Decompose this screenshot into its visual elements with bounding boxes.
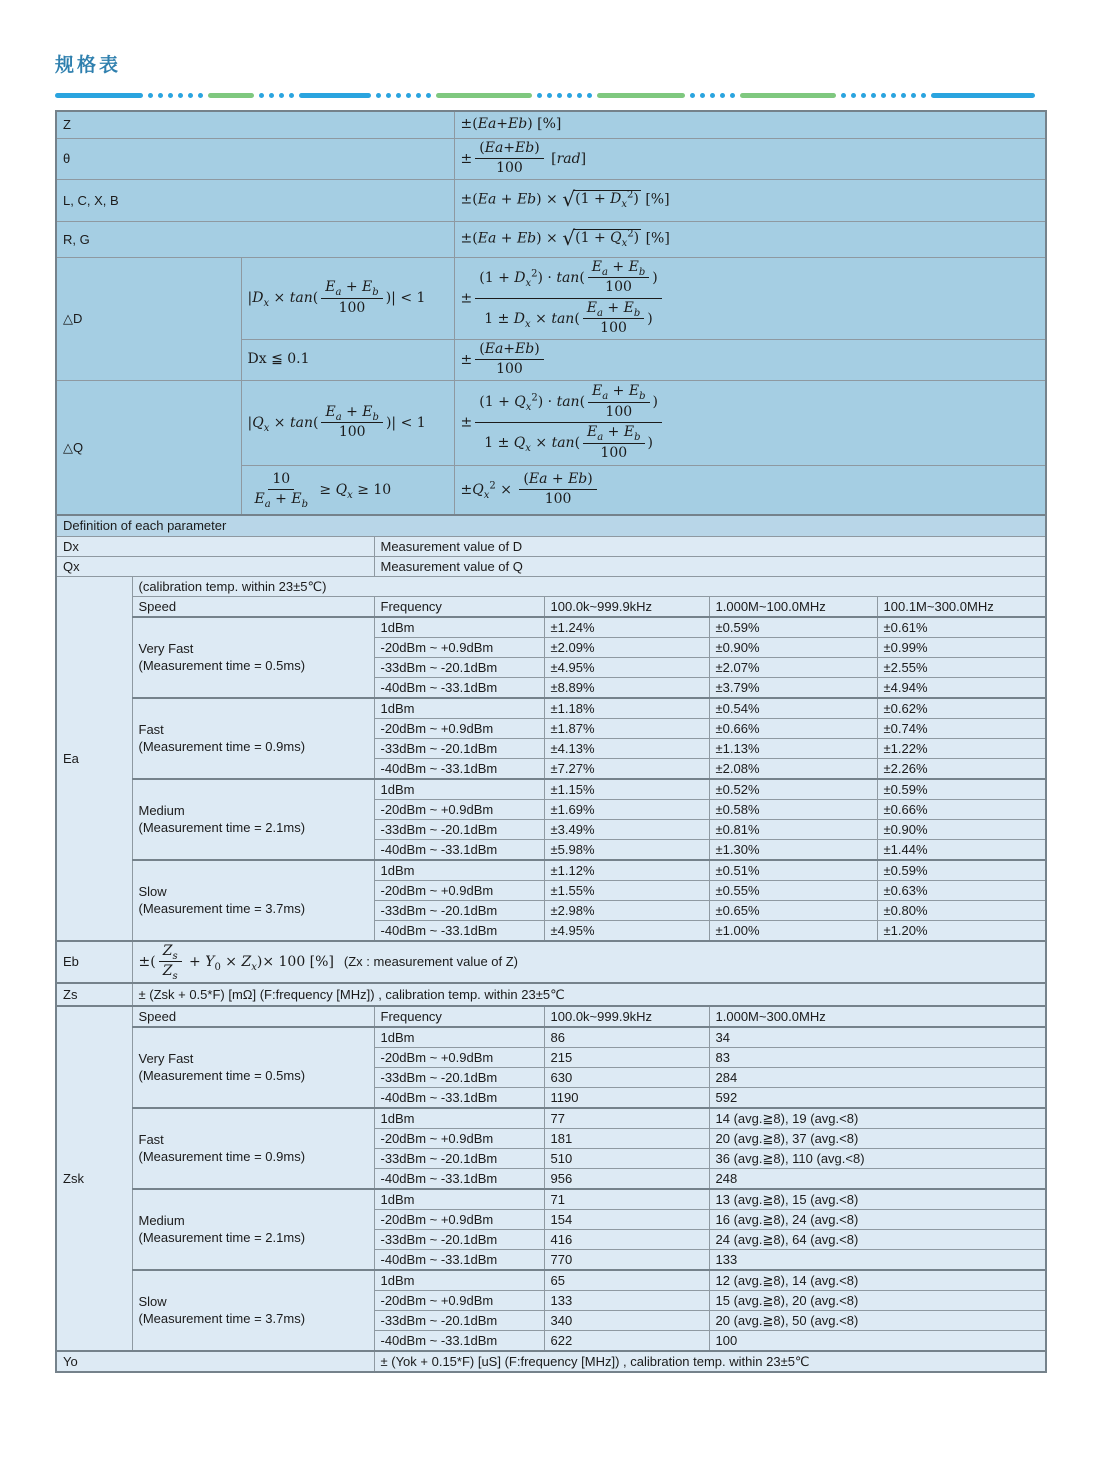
speed-label: Medium (138, 1213, 185, 1228)
yo-label-cell: Yo (56, 1351, 374, 1372)
value-cell: ±1.18% (544, 698, 709, 719)
value-cell: ±0.66% (877, 799, 1046, 819)
value-cell: ±2.08% (709, 758, 877, 779)
eb-label-cell: Eb (56, 941, 132, 983)
speed-cell (132, 779, 374, 860)
lcxb-formula-cell: ±(Ea + Eb) × √ $(1 + D_x^2)$ [%] (454, 179, 1046, 221)
table-row (56, 138, 1046, 179)
speed-label: Medium (138, 803, 185, 818)
value-cell: ±1.15% (544, 779, 709, 800)
power-cell: -20dBm ~ +0.9dBm (374, 718, 544, 738)
yo-formula-cell: ± (Yok + 0.15*F) [uS] (F:frequency [MHz]) , calibration temp. within 23±5℃ (374, 1351, 1046, 1372)
measurement-time-label: (Measurement time = 2.1ms) (138, 820, 306, 835)
value-cell: ±0.62% (877, 698, 1046, 719)
power-cell: -20dBm ~ +0.9dBm (374, 1047, 544, 1067)
value-cell: ±0.55% (709, 880, 877, 900)
table-row (56, 596, 1046, 617)
ea-header-frequency: Frequency (374, 596, 544, 617)
value-cell: ±0.54% (709, 698, 877, 719)
value-cell: ±1.69% (544, 799, 709, 819)
table-row (56, 257, 1046, 339)
value-cell: 956 (544, 1168, 709, 1189)
speed-label: Very Fast (138, 641, 194, 656)
value-cell: ±0.99% (877, 637, 1046, 657)
delta-d-formula-cell: ± $(1 + D_x^2) \cdot \tan$( $\frac{E_a + E_b}{100}$ ) $1 \pm D_x \times \tan$( $\frac{E_a + E_b}{100}$ ) (454, 257, 1046, 339)
delta-d-label-cell: △D (56, 257, 241, 380)
value-cell: ±1.13% (709, 738, 877, 758)
ea-label-cell: Ea (56, 576, 132, 941)
zsk-label-cell: Zsk (56, 1006, 132, 1351)
speed-label: Very Fast (138, 1051, 194, 1066)
power-cell: -20dBm ~ +0.9dBm (374, 1290, 544, 1310)
value-cell: ±0.90% (877, 819, 1046, 839)
eb-formula: ±( $\frac{Z_s}{Z_s}$ + $Y_0 \times Z_x)\times 100$ [%] (138, 942, 334, 982)
value-cell: 592 (709, 1087, 1046, 1108)
table-row (56, 536, 1046, 556)
value-cell: 83 (709, 1047, 1046, 1067)
value-cell: ±0.66% (709, 718, 877, 738)
eb-formula-cell (132, 941, 1046, 983)
speed-label: Slow (138, 1294, 167, 1309)
delta-d-formula2-cell: ± $\frac{(Ea+Eb)}{100}$ (454, 339, 1046, 380)
value-cell: ±2.98% (544, 900, 709, 920)
speed-cell (132, 1027, 374, 1108)
power-cell: -20dBm ~ +0.9dBm (374, 880, 544, 900)
power-cell: -40dBm ~ -33.1dBm (374, 1087, 544, 1108)
table-row (56, 221, 1046, 257)
table-row (56, 1270, 1046, 1291)
zs-label-cell: Zs (56, 983, 132, 1006)
zs-formula-cell: ± (Zsk + 0.5*F) [mΩ] (F:frequency [MHz]) , calibration temp. within 23±5℃ (132, 983, 1046, 1006)
value-cell: 630 (544, 1067, 709, 1087)
value-cell: 100 (709, 1330, 1046, 1351)
value-cell: 71 (544, 1189, 709, 1210)
page-title: 规格表 (55, 55, 122, 76)
table-row (56, 617, 1046, 638)
measurement-time-label: (Measurement time = 3.7ms) (138, 1311, 306, 1326)
value-cell: 622 (544, 1330, 709, 1351)
value-cell: ±1.87% (544, 718, 709, 738)
speed-cell (132, 1270, 374, 1351)
power-cell: 1dBm (374, 1189, 544, 1210)
delta-q-formula-cell: ± $(1 + Q_x^2) \cdot \tan$( $\frac{E_a + E_b}{100}$ ) $1 \pm Q_x \times \tan$( $\frac{E_a + E_b}{100}$ ) (454, 380, 1046, 465)
value-cell: 16 (avg.≧8), 24 (avg.<8) (709, 1209, 1046, 1229)
power-cell: -40dBm ~ -33.1dBm (374, 1168, 544, 1189)
power-cell: -20dBm ~ +0.9dBm (374, 799, 544, 819)
value-cell: 20 (avg.≧8), 37 (avg.<8) (709, 1128, 1046, 1148)
value-cell: ±2.55% (877, 657, 1046, 677)
qx-value-cell: Measurement value of Q (374, 556, 1046, 576)
value-cell: ±0.90% (709, 637, 877, 657)
power-cell: 1dBm (374, 1027, 544, 1048)
power-cell: -33dBm ~ -20.1dBm (374, 1229, 544, 1249)
dx-label-cell: Dx (56, 536, 374, 556)
table-row (56, 380, 1046, 465)
table-row (56, 941, 1046, 983)
value-cell: ±2.07% (709, 657, 877, 677)
delta-q-formula2-cell: $\pm Q_x^2$ × $\frac{(Ea + Eb)}{100}$ (454, 465, 1046, 515)
value-cell: ±4.95% (544, 920, 709, 941)
power-cell: -33dBm ~ -20.1dBm (374, 1310, 544, 1330)
table-row (56, 1108, 1046, 1129)
value-cell: ±1.20% (877, 920, 1046, 941)
power-cell: 1dBm (374, 617, 544, 638)
value-cell: 14 (avg.≧8), 19 (avg.<8) (709, 1108, 1046, 1129)
table-row (56, 1027, 1046, 1048)
value-cell: ±0.63% (877, 880, 1046, 900)
value-cell: 248 (709, 1168, 1046, 1189)
value-cell: 13 (avg.≧8), 15 (avg.<8) (709, 1189, 1046, 1210)
value-cell: ±2.26% (877, 758, 1046, 779)
table-row (56, 515, 1046, 536)
value-cell: 65 (544, 1270, 709, 1291)
table-row (56, 1006, 1046, 1027)
rg-formula-cell: ±(Ea + Eb) × √ $(1 + Q_x^2)$ [%] (454, 221, 1046, 257)
value-cell: ±1.24% (544, 617, 709, 638)
theta-formula-cell: ± $\frac{(Ea+Eb)}{100}$ [rad] (454, 138, 1046, 179)
spec-table (55, 110, 1047, 1373)
value-cell: ±0.59% (877, 779, 1046, 800)
value-cell: ±5.98% (544, 839, 709, 860)
table-row (56, 860, 1046, 881)
power-cell: -40dBm ~ -33.1dBm (374, 839, 544, 860)
ea-header-speed: Speed (132, 596, 374, 617)
value-cell: ±0.65% (709, 900, 877, 920)
dx-value-cell: Measurement value of D (374, 536, 1046, 556)
table-row (56, 983, 1046, 1006)
power-cell: -33dBm ~ -20.1dBm (374, 900, 544, 920)
measurement-time-label: (Measurement time = 3.7ms) (138, 901, 306, 916)
ea-header-f1: 100.0k~999.9kHz (544, 596, 709, 617)
power-cell: -40dBm ~ -33.1dBm (374, 758, 544, 779)
zsk-header-f2: 1.000M~300.0MHz (709, 1006, 1046, 1027)
theta-label-cell: θ (56, 138, 454, 179)
ea-note-cell: (calibration temp. within 23±5℃) (132, 576, 1046, 596)
value-cell: 215 (544, 1047, 709, 1067)
value-cell: ±0.74% (877, 718, 1046, 738)
z-formula-cell: ±(Ea+Eb) [%] (454, 111, 1046, 138)
speed-cell (132, 1108, 374, 1189)
value-cell: 12 (avg.≧8), 14 (avg.<8) (709, 1270, 1046, 1291)
power-cell: -33dBm ~ -20.1dBm (374, 1148, 544, 1168)
value-cell: 20 (avg.≧8), 50 (avg.<8) (709, 1310, 1046, 1330)
power-cell: -20dBm ~ +0.9dBm (374, 1209, 544, 1229)
value-cell: ±1.12% (544, 860, 709, 881)
power-cell: -33dBm ~ -20.1dBm (374, 738, 544, 758)
speed-cell (132, 860, 374, 941)
value-cell: 284 (709, 1067, 1046, 1087)
value-cell: ±1.44% (877, 839, 1046, 860)
delta-q-condition-cell: $|Q_x \times \tan$( $\frac{E_a + E_b}{100}$ )| < 1 (241, 380, 454, 465)
measurement-time-label: (Measurement time = 0.5ms) (138, 1068, 306, 1083)
power-cell: -20dBm ~ +0.9dBm (374, 1128, 544, 1148)
power-cell: -33dBm ~ -20.1dBm (374, 657, 544, 677)
value-cell: ±3.79% (709, 677, 877, 698)
value-cell: ±0.61% (877, 617, 1046, 638)
zsk-header-f1: 100.0k~999.9kHz (544, 1006, 709, 1027)
delta-q-label-cell: △Q (56, 380, 241, 515)
power-cell: -33dBm ~ -20.1dBm (374, 1067, 544, 1087)
eb-note: (Zx : measurement value of Z) (343, 953, 519, 969)
measurement-time-label: (Measurement time = 0.9ms) (138, 1149, 306, 1164)
value-cell: 770 (544, 1249, 709, 1270)
value-cell: ±0.80% (877, 900, 1046, 920)
rg-label-cell: R, G (56, 221, 454, 257)
power-cell: -40dBm ~ -33.1dBm (374, 1330, 544, 1351)
power-cell: 1dBm (374, 1108, 544, 1129)
speed-label: Fast (138, 1132, 164, 1147)
delta-q-condition2-cell: $\frac{10}{E_a + E_b}$ ≥ $Q_x \ge 10$ (241, 465, 454, 515)
power-cell: -40dBm ~ -33.1dBm (374, 677, 544, 698)
table-row (56, 1189, 1046, 1210)
value-cell: ±0.59% (877, 860, 1046, 881)
measurement-time-label: (Measurement time = 2.1ms) (138, 1230, 306, 1245)
value-cell: ±4.94% (877, 677, 1046, 698)
value-cell: ±0.52% (709, 779, 877, 800)
delta-d-condition-cell: $|D_x \times \tan$( $\frac{E_a + E_b}{100}$ )| < 1 (241, 257, 454, 339)
value-cell: ±1.30% (709, 839, 877, 860)
table-row (56, 698, 1046, 719)
value-cell: ±0.51% (709, 860, 877, 881)
value-cell: ±1.55% (544, 880, 709, 900)
ea-header-f3: 100.1M~300.0MHz (877, 596, 1046, 617)
table-row (56, 779, 1046, 800)
power-cell: -40dBm ~ -33.1dBm (374, 920, 544, 941)
value-cell: 416 (544, 1229, 709, 1249)
value-cell: ±0.59% (709, 617, 877, 638)
value-cell: ±1.22% (877, 738, 1046, 758)
speed-label: Fast (138, 722, 164, 737)
speed-cell (132, 1189, 374, 1270)
table-row (56, 576, 1046, 596)
speed-cell (132, 617, 374, 698)
value-cell: ±2.09% (544, 637, 709, 657)
speed-cell (132, 698, 374, 779)
power-cell: 1dBm (374, 860, 544, 881)
value-cell: 1190 (544, 1087, 709, 1108)
ea-header-f2: 1.000M~100.0MHz (709, 596, 877, 617)
power-cell: 1dBm (374, 779, 544, 800)
value-cell: 15 (avg.≧8), 20 (avg.<8) (709, 1290, 1046, 1310)
value-cell: 34 (709, 1027, 1046, 1048)
value-cell: ±4.95% (544, 657, 709, 677)
separator-dashes (55, 92, 1060, 98)
value-cell: 24 (avg.≧8), 64 (avg.<8) (709, 1229, 1046, 1249)
power-cell: -20dBm ~ +0.9dBm (374, 637, 544, 657)
table-row (56, 111, 1046, 138)
zsk-header-speed: Speed (132, 1006, 374, 1027)
table-row (56, 1351, 1046, 1372)
value-cell: 86 (544, 1027, 709, 1048)
power-cell: 1dBm (374, 698, 544, 719)
value-cell: 181 (544, 1128, 709, 1148)
value-cell: 154 (544, 1209, 709, 1229)
value-cell: ±1.00% (709, 920, 877, 941)
speed-label: Slow (138, 884, 167, 899)
table-row (56, 556, 1046, 576)
value-cell: 36 (avg.≧8), 110 (avg.<8) (709, 1148, 1046, 1168)
value-cell: ±3.49% (544, 819, 709, 839)
lcxb-label-cell: L, C, X, B (56, 179, 454, 221)
value-cell: 510 (544, 1148, 709, 1168)
value-cell: 77 (544, 1108, 709, 1129)
measurement-time-label: (Measurement time = 0.5ms) (138, 658, 306, 673)
power-cell: -40dBm ~ -33.1dBm (374, 1249, 544, 1270)
value-cell: 133 (544, 1290, 709, 1310)
value-cell: ±4.13% (544, 738, 709, 758)
measurement-time-label: (Measurement time = 0.9ms) (138, 739, 306, 754)
value-cell: ±8.89% (544, 677, 709, 698)
delta-d-condition2-cell: Dx ≦ 0.1 (241, 339, 454, 380)
value-cell: 133 (709, 1249, 1046, 1270)
definition-header-cell: Definition of each parameter (56, 515, 1046, 536)
value-cell: ±0.81% (709, 819, 877, 839)
value-cell: 340 (544, 1310, 709, 1330)
z-label-cell: Z (56, 111, 454, 138)
table-row (56, 179, 1046, 221)
power-cell: -33dBm ~ -20.1dBm (374, 819, 544, 839)
value-cell: ±0.58% (709, 799, 877, 819)
value-cell: ±7.27% (544, 758, 709, 779)
qx-label-cell: Qx (56, 556, 374, 576)
zsk-header-frequency: Frequency (374, 1006, 544, 1027)
power-cell: 1dBm (374, 1270, 544, 1291)
